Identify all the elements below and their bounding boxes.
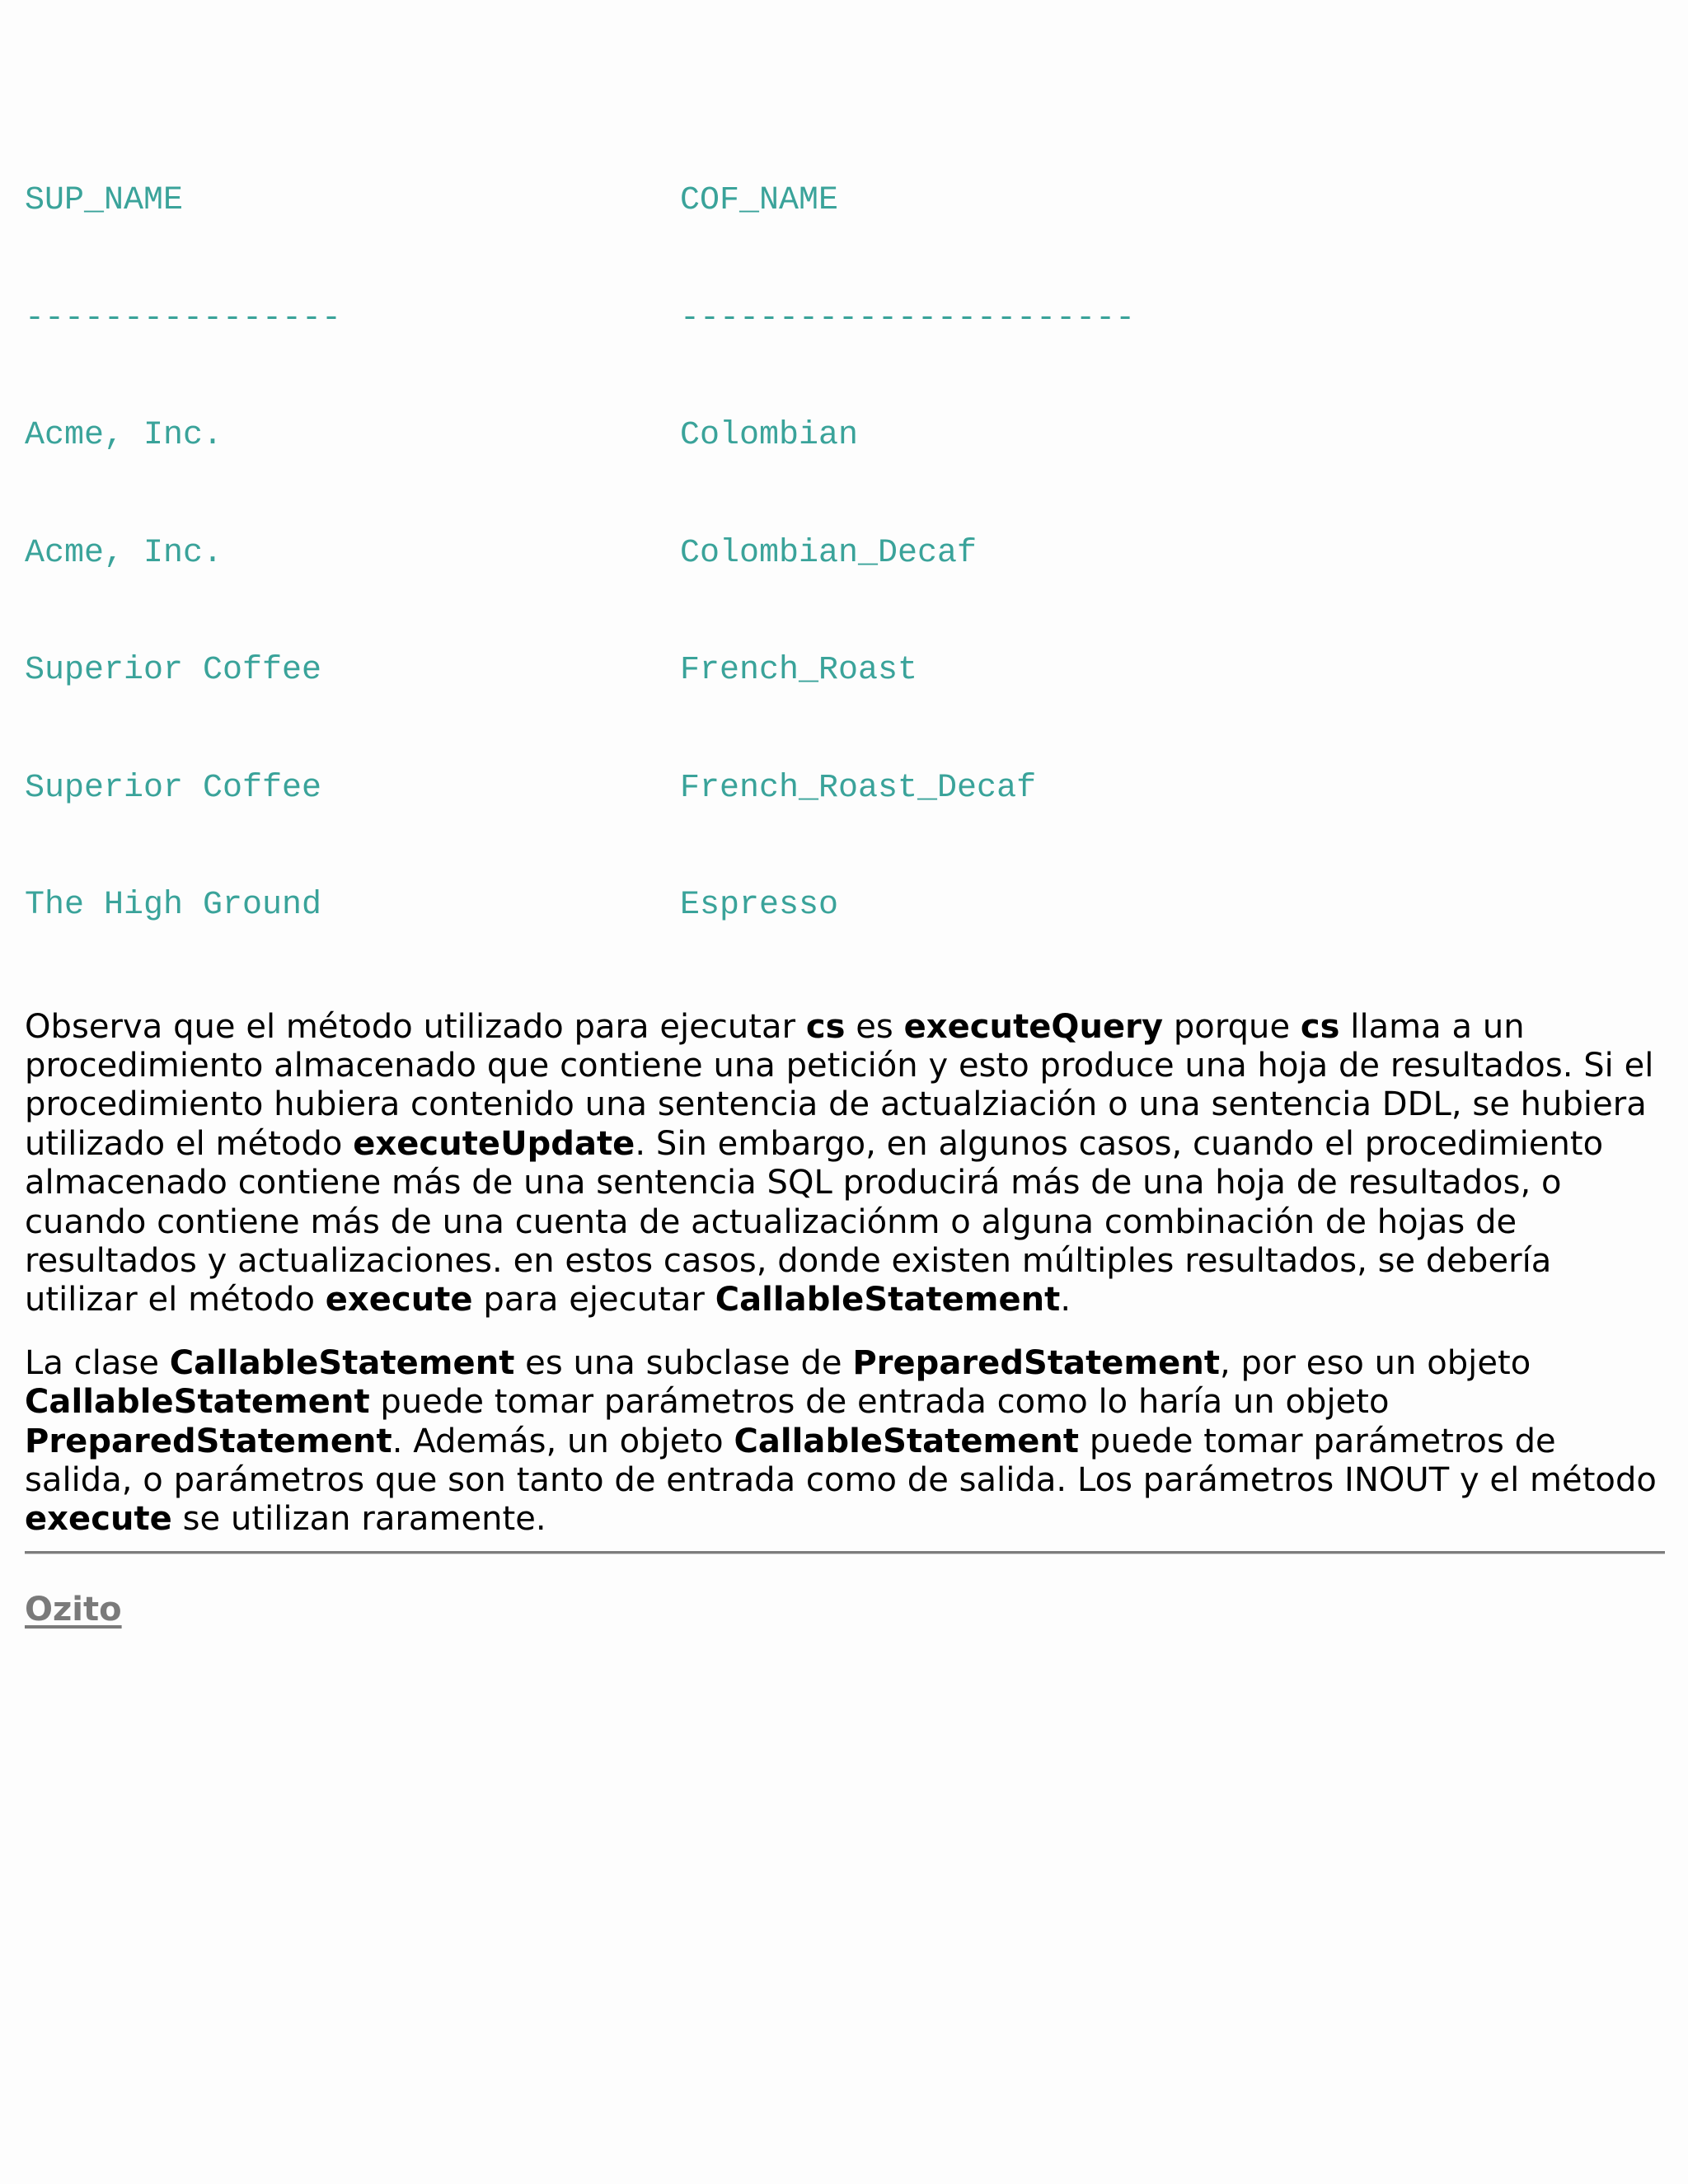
query-output-block bbox=[25, 103, 1665, 1004]
paragraph-text: porque bbox=[1163, 1007, 1301, 1046]
cof-name-cell: Colombian_Decaf bbox=[680, 534, 978, 572]
sup-name-cell: The High Ground bbox=[25, 887, 322, 924]
code-term: executeUpdate bbox=[353, 1124, 635, 1163]
code-term: execute bbox=[325, 1281, 473, 1319]
paragraph-text: . Sin embargo, en algunos casos, cuando el procedimiento almacenado contiene más de una sentencia SQL producirá más de una hoja de resultados, o cuando contiene más de una cuenta de actualizaciónm o alguna combinación de hojas de resultados y actualizaciones. en estos casos, donde existen múltiples resultados, se debería utilizar el método bbox=[25, 1124, 1604, 1319]
cof-name-cell: Colombian bbox=[680, 417, 859, 454]
code-header-row bbox=[25, 181, 1665, 221]
paragraph-text: es una subclase de bbox=[514, 1343, 853, 1382]
code-term: CallableStatement bbox=[715, 1281, 1061, 1319]
cof-name-cell: Espresso bbox=[680, 887, 839, 924]
paragraph-text: llama a un procedimiento almacenado que contiene una petición y esto produce una hoja de resultados. Si el procedimiento hubiera contenido una sentencia de actualziación o una sentencia DDL, se hubiera utilizado el método bbox=[25, 1007, 1654, 1163]
sup-name-separator: ---------------- bbox=[25, 299, 342, 337]
code-data-row bbox=[25, 769, 1665, 808]
code-term: CallableStatement bbox=[169, 1343, 515, 1382]
sup-name-cell: Acme, Inc. bbox=[25, 417, 223, 454]
code-data-row bbox=[25, 416, 1665, 456]
code-term: CallableStatement bbox=[734, 1422, 1080, 1460]
paragraph-text: puede tomar parámetros de entrada como lo haría un objeto bbox=[369, 1383, 1390, 1422]
paragraph-callable-statement bbox=[25, 1344, 1665, 1540]
code-term: executeQuery bbox=[903, 1007, 1164, 1046]
sup-name-cell: Superior Coffee bbox=[25, 652, 322, 689]
cof-name-cell: French_Roast_Decaf bbox=[680, 769, 1037, 807]
code-data-row bbox=[25, 886, 1665, 926]
paragraph-text: . bbox=[1060, 1281, 1071, 1319]
code-term: PreparedStatement bbox=[25, 1422, 392, 1460]
sup-name-cell: Acme, Inc. bbox=[25, 534, 223, 572]
paragraph-text: es bbox=[845, 1007, 904, 1046]
ozito-link[interactable]: Ozito bbox=[25, 1590, 122, 1629]
cof-name-cell: French_Roast bbox=[680, 652, 918, 689]
horizontal-divider bbox=[25, 1551, 1665, 1554]
code-data-row bbox=[25, 534, 1665, 574]
code-term: cs bbox=[1300, 1007, 1340, 1046]
paragraph-text: puede tomar parámetros de salida, o parámetros que son tanto de entrada como de salida. Los parámetros INOUT y el método bbox=[25, 1422, 1657, 1499]
paragraph-execute-methods bbox=[25, 1008, 1665, 1320]
code-term: execute bbox=[25, 1500, 172, 1539]
page-content bbox=[25, 103, 1665, 1629]
code-term: cs bbox=[805, 1007, 846, 1046]
cof-name-separator: ----------------------- bbox=[680, 299, 1136, 337]
cof-name-header: COF_NAME bbox=[680, 182, 839, 219]
paragraph-text: La clase bbox=[25, 1343, 170, 1382]
code-term: PreparedStatement bbox=[852, 1343, 1221, 1382]
paragraph-text: , por eso un objeto bbox=[1220, 1343, 1531, 1382]
paragraph-text: . Además, un objeto bbox=[392, 1422, 734, 1460]
sup-name-cell: Superior Coffee bbox=[25, 769, 322, 807]
code-separator-row bbox=[25, 299, 1665, 339]
code-data-row bbox=[25, 651, 1665, 691]
paragraph-text: Observa que el método utilizado para ejecutar bbox=[25, 1007, 806, 1046]
code-term: CallableStatement bbox=[25, 1383, 370, 1422]
paragraph-text: para ejecutar bbox=[472, 1281, 715, 1319]
paragraph-text: se utilizan raramente. bbox=[171, 1500, 546, 1539]
sup-name-header: SUP_NAME bbox=[25, 182, 184, 219]
